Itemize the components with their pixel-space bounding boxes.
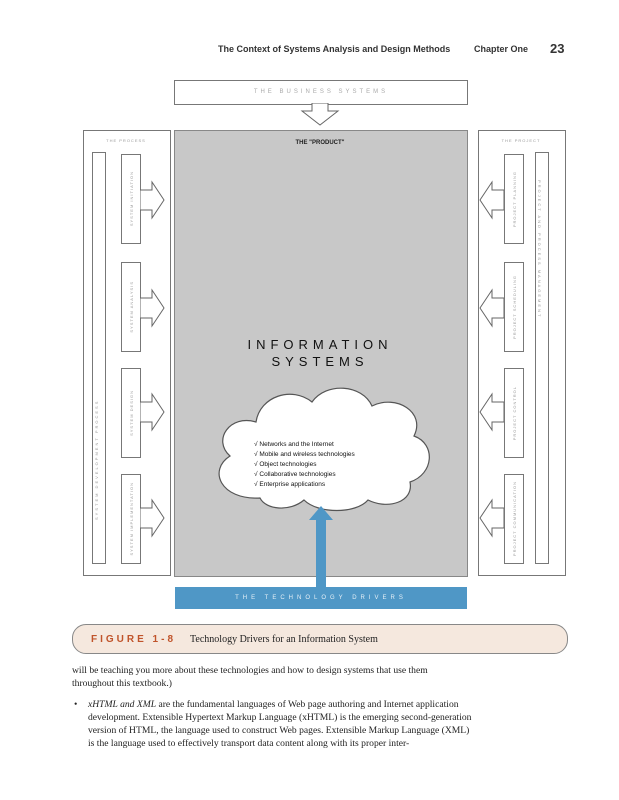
bullet-paragraph bbox=[88, 698, 472, 750]
cloud-item: √ Collaborative technologies bbox=[254, 470, 355, 480]
left-arrow-icon bbox=[478, 498, 504, 538]
left-box-3-label: SYSTEM DESIGN bbox=[128, 390, 134, 436]
left-box-2-label: SYSTEM ANALYSIS bbox=[128, 281, 134, 333]
right-box-4 bbox=[504, 474, 524, 564]
project-bar-label: PROJECT AND PROCESS MANAGEMENT bbox=[537, 180, 542, 319]
left-box-4 bbox=[121, 474, 141, 564]
bullet-terms: xHTML and XML bbox=[88, 699, 157, 710]
cloud-item: √ Mobile and wireless technologies bbox=[254, 450, 355, 460]
right-box-3-label: PROJECT CONTROL bbox=[511, 385, 517, 441]
caption-text: Technology Drivers for an Information System bbox=[190, 633, 378, 645]
right-arrow-icon bbox=[140, 498, 166, 538]
body-paragraph: will be teaching you more about these technologies and how to design systems that use them throughout this textbook.) bbox=[72, 665, 428, 689]
title-line-2: SYSTEMS bbox=[271, 354, 369, 369]
technology-drivers-bar: THE TECHNOLOGY DRIVERS bbox=[175, 587, 467, 609]
cloud-list bbox=[254, 440, 355, 490]
cloud-item: √ Networks and the Internet bbox=[254, 440, 355, 450]
right-box-4-label: PROJECT COMMUNICATION bbox=[511, 481, 517, 557]
title-line-1: INFORMATION bbox=[247, 337, 393, 352]
left-arrow-icon bbox=[478, 180, 504, 220]
right-box-3 bbox=[504, 368, 524, 458]
left-box-2 bbox=[121, 262, 141, 352]
process-title: THE PROCESS bbox=[106, 138, 146, 143]
information-systems-title bbox=[174, 336, 466, 370]
page-number: 23 bbox=[550, 41, 565, 56]
left-arrow-icon bbox=[478, 288, 504, 328]
process-bar-label: SYSTEM DEVELOPMENT PROCESS bbox=[94, 399, 99, 520]
left-box-3 bbox=[121, 368, 141, 458]
chapter-label: Chapter One bbox=[474, 44, 529, 54]
right-arrow-icon bbox=[140, 180, 166, 220]
project-title: THE PROJECT bbox=[501, 138, 541, 143]
business-systems-box: THE BUSINESS SYSTEMS bbox=[174, 80, 468, 105]
down-arrow-icon bbox=[300, 103, 340, 127]
bullet-icon: • bbox=[74, 699, 78, 710]
figure-caption bbox=[72, 624, 568, 654]
running-title: The Context of Systems Analysis and Design Methods bbox=[218, 44, 451, 54]
cloud-item: √ Object technologies bbox=[254, 460, 355, 470]
right-arrow-icon bbox=[140, 392, 166, 432]
left-box-1 bbox=[121, 154, 141, 244]
bullet-text: are the fundamental languages of Web page authoring and Internet application development. Extensible Hypertext Markup Language (xHTML) is the emerging second-generation version of HTML, the language used to construct Web pages. Extensible Markup Language (XML) is the language used to effectively transport data content along with its proper inter- bbox=[88, 699, 472, 749]
right-arrow-icon bbox=[140, 288, 166, 328]
product-label: THE "PRODUCT" bbox=[295, 140, 345, 146]
left-arrow-icon bbox=[478, 392, 504, 432]
right-box-2 bbox=[504, 262, 524, 352]
caption-label: FIGURE 1-8 bbox=[91, 633, 177, 645]
left-box-4-label: SYSTEM IMPLEMENTATION bbox=[128, 482, 134, 556]
right-box-1 bbox=[504, 154, 524, 244]
right-box-1-label: PROJECT PLANNING bbox=[511, 170, 517, 228]
up-arrow-icon bbox=[308, 506, 334, 588]
cloud-item: √ Enterprise applications bbox=[254, 480, 355, 490]
left-box-1-label: SYSTEM INITIATION bbox=[128, 171, 134, 227]
right-box-2-label: PROJECT SCHEDULING bbox=[511, 275, 517, 339]
